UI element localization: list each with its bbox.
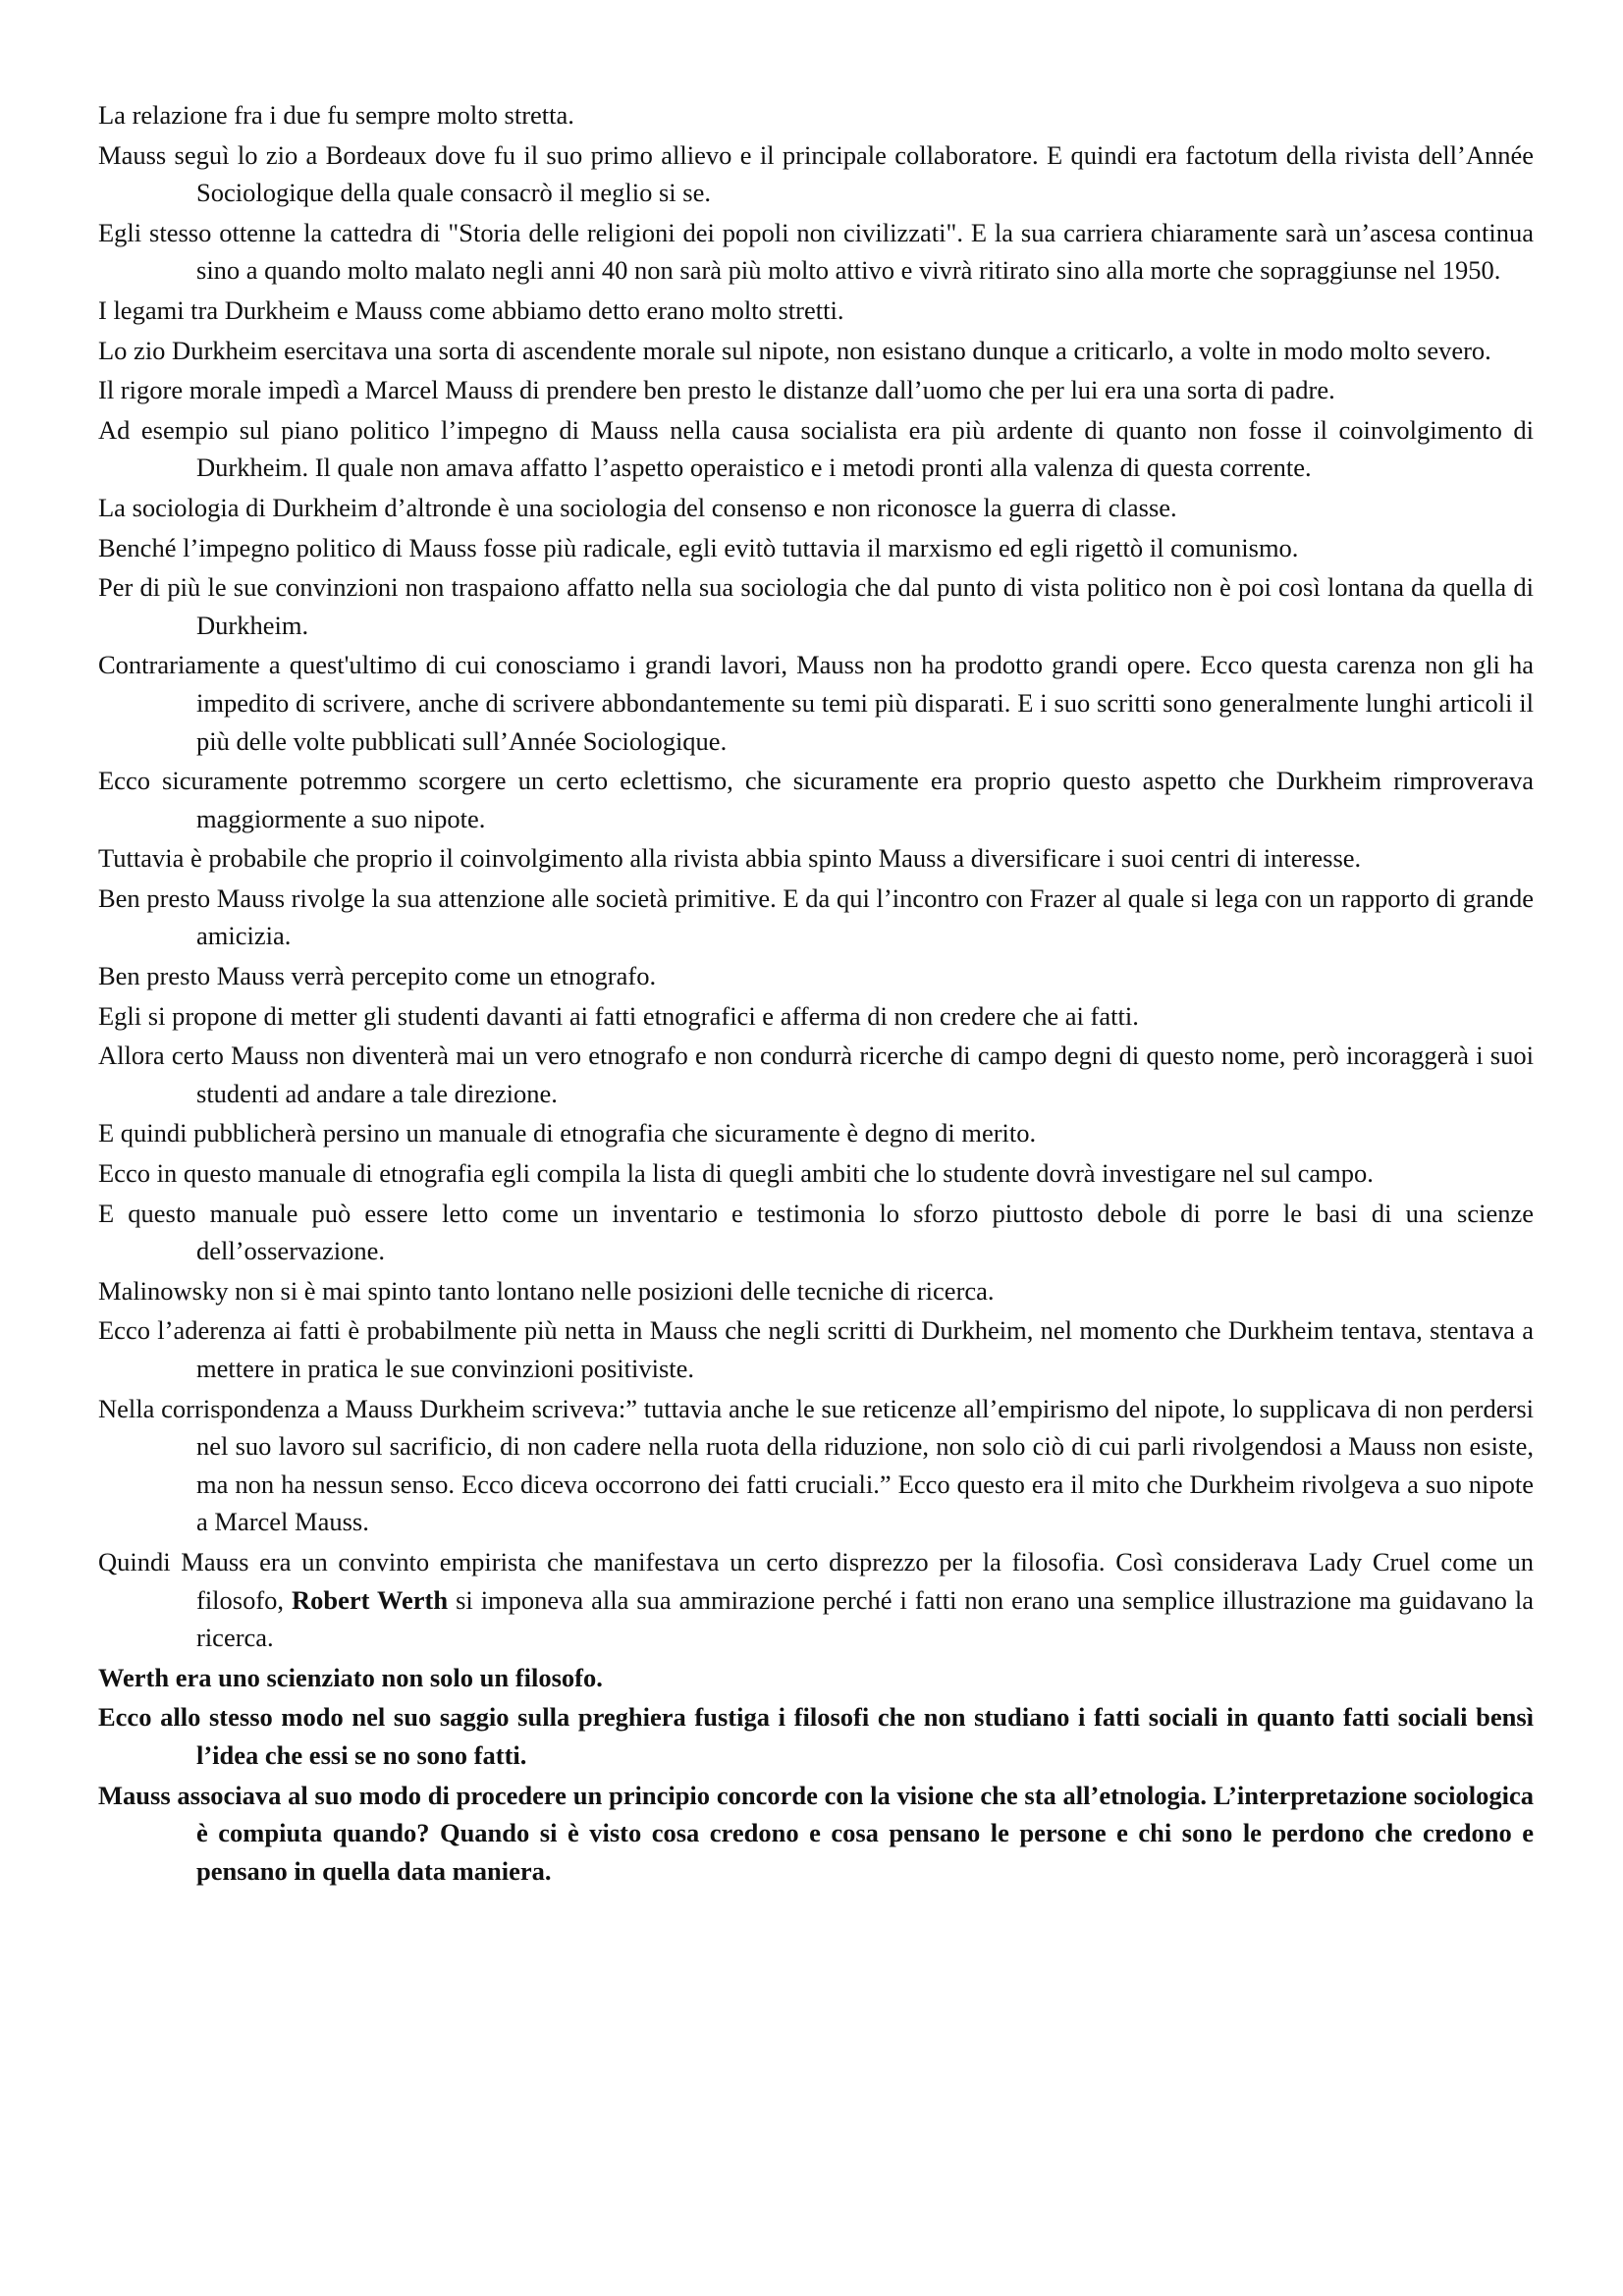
paragraph-ascendente: Lo zio Durkheim esercitava una sorta di ascendente morale sul nipote, non esistano dunque a criticarlo, a volte in modo molto severo.: [98, 335, 1491, 365]
paragraph-bordeaux: Mauss seguì lo zio a Bordeaux dove fu il suo primo allievo e il principale collaboratore. E quindi era factotum della rivista dell’Année Sociologique della quale consacrò il meglio si se.: [98, 139, 1534, 208]
paragraph-etnografo: Ben presto Mauss verrà percepito come un etnografo.: [98, 961, 657, 991]
paragraph-empirista-text-before: Quindi Mauss era un convinto empirista che manifestava un certo disprezzo per la filosofia. Così considerava Lady Cruel come un filosofo,: [98, 1546, 1534, 1615]
paragraph-frazer: Ben presto Mauss rivolge la sua attenzione alle società primitive. E da qui l’incontro con Frazer al quale si lega con un rapporto di grande amicizia.: [98, 882, 1534, 951]
paragraph-empirista: [98, 1543, 1534, 1657]
paragraph-rivista: Tuttavia è probabile che proprio il coinvolgimento alla rivista abbia spinto Mauss a diversificare i suoi centri di interesse.: [98, 843, 1362, 874]
paragraph-relazione: La relazione fra i due fu sempre molto stretta.: [98, 100, 574, 130]
paragraph-werth-scienziato: Werth era uno scienziato non solo un filosofo.: [98, 1662, 603, 1692]
paragraph-empirista-text-after: si imponeva alla sua ammirazione perché i fatti non erano una semplice illustrazione ma guidavano la ricerca.: [196, 1584, 1535, 1653]
document-page: [98, 96, 1534, 1890]
robert-werth-name: Robert Werth: [292, 1584, 449, 1615]
paragraph-ambiti: Ecco in questo manuale di etnografia egli compila la lista di quegli ambiti che lo studente dovrà investigare nel sul campo.: [98, 1158, 1374, 1189]
paragraph-rigore: Il rigore morale impedì a Marcel Mauss di prendere ben presto le distanze dall’uomo che per lui era una sorta di padre.: [98, 375, 1335, 405]
paragraph-aderenza: Ecco l’aderenza ai fatti è probabilmente più netta in Mauss che negli scritti di Durkheim, nel momento che Durkheim tentava, stentava a mettere in pratica le sue convinzioni positiviste.: [98, 1315, 1534, 1383]
paragraph-preghiera: Ecco allo stesso modo nel suo saggio sulla preghiera fustiga i filosofi che non studiano i fatti sociali in quanto fatti sociali bensì l’idea che essi se no sono fatti.: [98, 1702, 1534, 1770]
paragraph-cattedra: Egli stesso ottenne la cattedra di "Storia delle religioni dei popoli non civilizzati". E la sua carriera chiaramente sarà un’ascesa continua sino a quando molto malato negli anni 40 non sarà più molto attivo e vivrà ritirato sino alla morte che sopraggiunse nel 1950.: [98, 217, 1534, 286]
paragraph-manuale: E quindi pubblicherà persino un manuale di etnografia che sicuramente è degno di merito.: [98, 1118, 1037, 1148]
paragraph-inventario: E questo manuale può essere letto come un inventario e testimonia lo sforzo piuttosto debole di porre le basi di una scienze dell’osservazione.: [98, 1198, 1534, 1266]
paragraph-legami: I legami tra Durkheim e Mauss come abbiamo detto erano molto stretti.: [98, 294, 844, 325]
paragraph-corrispondenza: Nella corrispondenza a Mauss Durkheim scriveva:” tuttavia anche le sue reticenze all’empirismo del nipote, lo supplicava di non perdersi nel suo lavoro sul sacrificio, di non cadere nella ruota della riduzione, non solo ciò di cui parli rivolgendosi a Mauss non esiste, ma non ha nessun senso. Ecco diceva occorrono dei fatti cruciali.” Ecco questo era il mito che Durkheim rivolgeva a suo nipote a Marcel Mauss.: [98, 1393, 1534, 1537]
paragraph-politica: Ad esempio sul piano politico l’impegno di Mauss nella causa socialista era più ardente di quanto non fosse il coinvolgimento di Durkheim. Il quale non amava affatto l’aspetto operaistico e i metodi pronti alla valenza di questa corrente.: [98, 414, 1534, 483]
paragraph-ricerche: Allora certo Mauss non diventerà mai un vero etnografo e non condurrà ricerche di campo degni di questo nome, però incoraggerà i suoi studenti ad andare a tale direzione.: [98, 1041, 1534, 1108]
paragraph-consenso: La sociologia di Durkheim d’altronde è una sociologia del consenso e non riconosce la guerra di classe.: [98, 492, 1177, 522]
paragraph-marxismo: Benché l’impegno politico di Mauss fosse più radicale, egli evitò tuttavia il marxismo ed egli rigettò il comunismo.: [98, 532, 1299, 562]
paragraph-studenti: Egli si propone di metter gli studenti davanti ai fatti etnografici e afferma di non credere che ai fatti.: [98, 1000, 1139, 1031]
paragraph-convinzioni: Per di più le sue convinzioni non traspaiono affatto nella sua sociologia che dal punto di vista politico non è poi così lontana da quella di Durkheim.: [98, 572, 1534, 640]
paragraph-opere: Contrariamente a quest'ultimo di cui conosciamo i grandi lavori, Mauss non ha prodotto grandi opere. Ecco questa carenza non gli ha impedito di scrivere, anche di scrivere abbondantemente su temi più disparati. E i suo scritti sono generalmente lunghi articoli il più delle volte pubblicati sull’Année Sociologique.: [98, 650, 1534, 756]
paragraph-interpretazione: Mauss associava al suo modo di procedere un principio concorde con la visione che sta all’etnologia. L’interpretazione sociologica è compiuta quando? Quando si è visto cosa credono e cosa pensano le persone e chi sono le perdono che credono e pensano in quella data maniera.: [98, 1780, 1534, 1886]
paragraph-eclettismo: Ecco sicuramente potremmo scorgere un certo eclettismo, che sicuramente era proprio questo aspetto che Durkheim rimproverava maggiormente a suo nipote.: [98, 766, 1534, 833]
paragraph-malinowsky: Malinowsky non si è mai spinto tanto lontano nelle posizioni delle tecniche di ricerca.: [98, 1275, 995, 1306]
